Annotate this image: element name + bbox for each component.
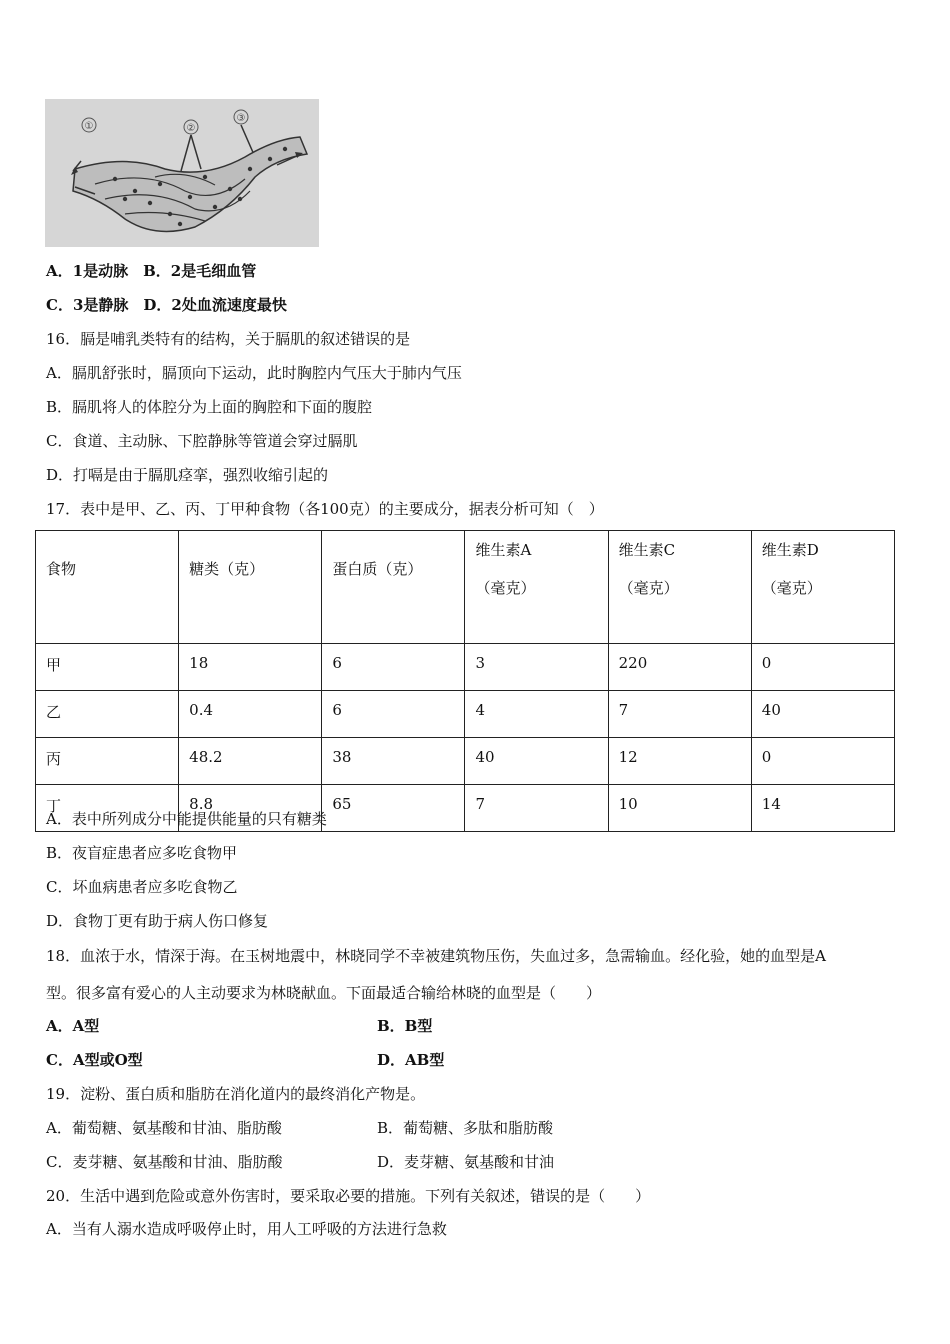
q16-stem: 16．膈是哺乳类特有的结构，关于膈肌的叙述错误的是 (46, 330, 411, 348)
q16-option-a: A．膈肌舒张时，膈顶向下运动，此时胸腔内气压大于肺内气压 (46, 364, 462, 382)
q19-option-b: B．葡萄糖、多肽和脂肪酸 (377, 1119, 554, 1137)
table-cell: 18 (179, 644, 322, 691)
table-cell: 丁 (36, 785, 179, 832)
q15-options-row2: C．3是静脉 D．2处血流速度最快 (46, 296, 287, 314)
q20-stem: 20．生活中遇到危险或意外伤害时，要采取必要的措施。下列有关叙述，错误的是（ ） (46, 1187, 651, 1205)
table-cell: 6 (322, 691, 465, 738)
q15-options-row1: A．1是动脉 B．2是毛细血管 (46, 262, 257, 280)
capillary-diagram (45, 99, 319, 247)
q16-option-d: D．打嗝是由于膈肌痉挛，强烈收缩引起的 (46, 466, 329, 484)
marker-3: ③ (236, 113, 246, 124)
q19-option-c: C．麦芽糖、氨基酸和甘油、脂肪酸 (46, 1153, 283, 1171)
table-row (36, 644, 895, 691)
table-cell: 7 (465, 785, 608, 832)
table-cell: 6 (322, 644, 465, 691)
q18-option-b: B．B型 (377, 1017, 433, 1035)
q17-option-b: B．夜盲症患者应多吃食物甲 (46, 844, 238, 862)
table-row (36, 691, 895, 738)
table-cell: 甲 (36, 644, 179, 691)
q17-stem: 17．表中是甲、乙、丙、丁甲种食物（各100克）的主要成分，据表分析可知（ ） (46, 500, 604, 518)
q18-stem-line1: 18．血浓于水，情深于海。在玉树地震中，林晓同学不幸被建筑物压伤，失血过多，急需输血。经化验，她的血型是A (46, 947, 826, 965)
marker-1: ① (84, 121, 94, 132)
header-cell: 维生素D （毫克） (751, 531, 894, 644)
table-cell: 0 (751, 738, 894, 785)
table-cell: 7 (608, 691, 751, 738)
q19-stem: 19．淀粉、蛋白质和脂肪在消化道内的最终消化产物是。 (46, 1085, 426, 1103)
header-cell: 食物 (36, 531, 179, 644)
q19-option-a: A．葡萄糖、氨基酸和甘油、脂肪酸 (46, 1119, 282, 1137)
q19-option-d: D．麦芽糖、氨基酸和甘油 (377, 1153, 555, 1171)
header-cell: 糖类（克） (179, 531, 322, 644)
table-cell: 0.4 (179, 691, 322, 738)
table-cell: 40 (751, 691, 894, 738)
table-cell: 10 (608, 785, 751, 832)
blood-vessel-figure (45, 99, 319, 247)
table-cell: 12 (608, 738, 751, 785)
header-cell: 蛋白质（克） (322, 531, 465, 644)
table-cell: 8.8 (179, 785, 322, 832)
marker-2: ② (186, 123, 196, 134)
q17-option-d: D．食物丁更有助于病人伤口修复 (46, 912, 269, 930)
q17-option-c: C．坏血病患者应多吃食物乙 (46, 878, 238, 896)
q20-option-a: A．当有人溺水造成呼吸停止时，用人工呼吸的方法进行急救 (46, 1220, 447, 1238)
table-cell: 丙 (36, 738, 179, 785)
table-header-row (36, 531, 895, 644)
table-cell: 0 (751, 644, 894, 691)
header-cell: 维生素C （毫克） (608, 531, 751, 644)
table-cell: 40 (465, 738, 608, 785)
q18-option-a: A．A型 (46, 1017, 100, 1035)
table-cell: 14 (751, 785, 894, 832)
q18-stem-line2: 型。很多富有爱心的人主动要求为林晓献血。下面最适合输给林晓的血型是（ ） (46, 984, 602, 1002)
table-cell: 4 (465, 691, 608, 738)
header-cell: 维生素A （毫克） (465, 531, 608, 644)
table-cell: 38 (322, 738, 465, 785)
q17-option-a: A．表中所列成分中能提供能量的只有糖类 (46, 810, 327, 828)
table-row (36, 738, 895, 785)
q16-option-b: B．膈肌将人的体腔分为上面的胸腔和下面的腹腔 (46, 398, 373, 416)
table-cell: 48.2 (179, 738, 322, 785)
table-cell: 220 (608, 644, 751, 691)
q18-option-d: D．AB型 (377, 1051, 445, 1069)
q16-option-c: C．食道、主动脉、下腔静脉等管道会穿过膈肌 (46, 432, 358, 450)
table-cell: 65 (322, 785, 465, 832)
q18-option-c: C．A型或O型 (46, 1051, 143, 1069)
table-cell: 3 (465, 644, 608, 691)
table-cell: 乙 (36, 691, 179, 738)
food-nutrition-table (35, 530, 895, 832)
